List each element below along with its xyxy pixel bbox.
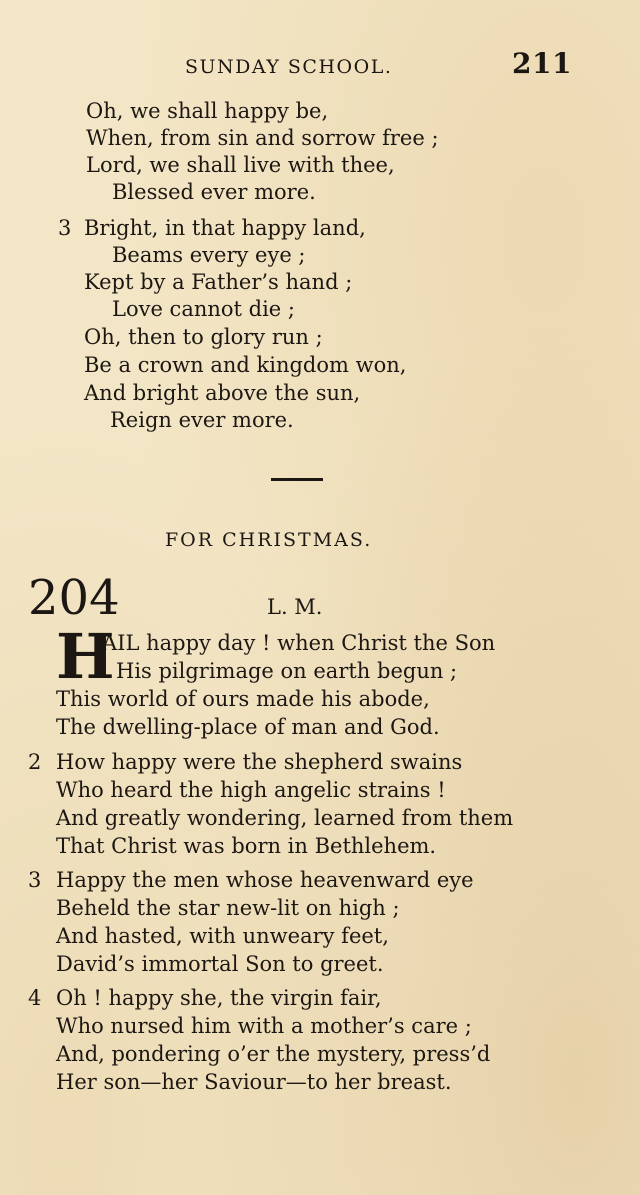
verse-line: AIL happy day ! when Christ the Son: [102, 631, 496, 655]
verse-line: Beams every eye ;: [112, 243, 306, 267]
hymn-meter: L. M.: [267, 595, 323, 619]
page-number: 211: [512, 47, 572, 80]
verse-line: Be a crown and kingdom won,: [84, 353, 407, 377]
verse-line: How happy were the shepherd swains: [56, 750, 463, 774]
verse-line: Blessed ever more.: [112, 180, 316, 204]
verse-line: Happy the men whose heavenward eye: [56, 868, 474, 892]
verse-line: And bright above the sun,: [84, 381, 361, 405]
verse-number: 2: [28, 750, 42, 774]
verse-line: This world of ours made his abode,: [56, 687, 430, 711]
verse-line: Beheld the star new-lit on high ;: [56, 896, 400, 920]
verse-line: Who heard the high angelic strains !: [56, 778, 446, 802]
verse-line: Who nursed him with a mother’s care ;: [56, 1014, 472, 1038]
verse-line: David’s immortal Son to greet.: [56, 952, 384, 976]
verse-line: Oh, we shall happy be,: [86, 99, 329, 123]
verse-line: Lord, we shall live with thee,: [86, 153, 395, 177]
verse-line: Her son—her Saviour—to her breast.: [56, 1070, 452, 1094]
hymn-number: 204: [28, 570, 120, 626]
running-title: SUNDAY SCHOOL.: [185, 56, 393, 78]
verse-line: Love cannot die ;: [112, 297, 295, 321]
verse-line: And hasted, with unweary feet,: [56, 924, 389, 948]
verse-line: Oh ! happy she, the virgin fair,: [56, 986, 382, 1010]
verse-line: His pilgrimage on earth begun ;: [116, 659, 458, 683]
verse-line: That Christ was born in Bethlehem.: [56, 834, 437, 858]
verse-line: Kept by a Father’s hand ;: [84, 270, 353, 294]
verse-line: The dwelling-place of man and God.: [56, 715, 440, 739]
verse-number: 3: [58, 216, 72, 240]
drop-cap: H: [56, 620, 115, 693]
verse-line: Oh, then to glory run ;: [84, 325, 323, 349]
verse-line: And, pondering o’er the mystery, press’d: [56, 1042, 491, 1066]
verse-number: 4: [28, 986, 42, 1010]
verse-line: When, from sin and sorrow free ;: [86, 126, 439, 150]
verse-line: Bright, in that happy land,: [84, 216, 366, 240]
section-heading: FOR CHRISTMAS.: [165, 529, 373, 551]
section-divider: [271, 478, 323, 481]
verse-line: Reign ever more.: [110, 408, 294, 432]
verse-line: And greatly wondering, learned from them: [56, 806, 514, 830]
verse-number: 3: [28, 868, 42, 892]
